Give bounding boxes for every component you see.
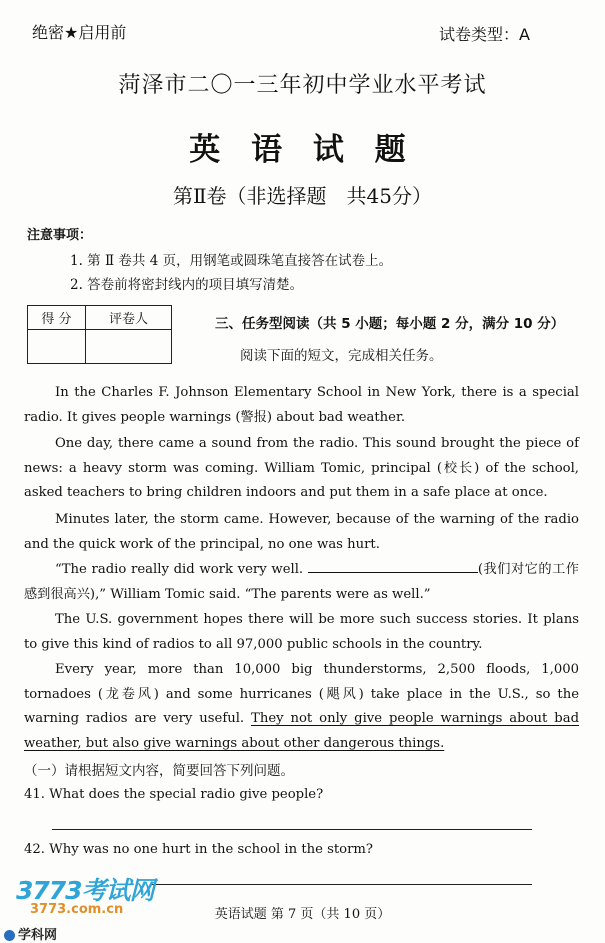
translation-blank[interactable] (308, 559, 478, 573)
confidential-label: 绝密★启用前 (32, 23, 127, 42)
passage-paragraph-1: In the Charles F. Johnson Elementary School in New York, there is a special radio. It gives people warnings (警报) about bad weather. (24, 385, 579, 425)
section-heading: 三、任务型阅读（共 5 小题；每小题 2 分，满分 10 分） (215, 316, 565, 332)
volume-title: 第Ⅱ卷（非选择题 共45分） (172, 184, 433, 208)
score-header: 得 分 (28, 306, 86, 330)
page-footer: 英语试题 第 7 页（共 10 页） (214, 907, 391, 922)
watermark-partial-logo (4, 924, 57, 943)
underlined-sentence: They not only give people warnings about bad weather, but also give warnings about other dangerous things. (24, 711, 580, 751)
watermark-url: 3773.com.cn (30, 902, 124, 917)
passage-paragraph-4 (24, 558, 579, 607)
answer-line-42[interactable] (150, 884, 532, 885)
p4-text-before: “The radio really did work very well. (55, 562, 308, 577)
note-item-2: 2. 答卷前将密封线内的项目填写清楚。 (70, 277, 304, 293)
exam-title: 菏泽市二〇一三年初中学业水平考试 (118, 73, 487, 98)
note-item-1: 1. 第 Ⅱ 卷共 4 页，用钢笔或圆珠笔直接答在试卷上。 (70, 253, 393, 269)
grader-cell[interactable] (86, 330, 172, 364)
score-cell[interactable] (28, 330, 86, 364)
score-table (27, 305, 172, 364)
watermark-partial-text: 学科网 (18, 928, 58, 943)
p4-text-after: (我们对它的工作感到很高兴),” William Tomic said. “The parents were as well.” (24, 562, 579, 602)
subject-title: 英 语 试 题 (189, 132, 416, 168)
task-instruction: （一）请根据短文内容，简要回答下列问题。 (24, 763, 294, 779)
section-instruction: 阅读下面的短文，完成相关任务。 (240, 348, 443, 364)
paper-type-label: 试卷类型：A (439, 25, 530, 44)
watermark-logo: 3773考试网 (16, 876, 154, 905)
p6-text: Every year, more than 10,000 big thunderstorms, 2,500 floods, 1,000 tornadoes (龙卷风) and some hurricanes (飓风) take place in the U.S., so the warning radios are very useful. (24, 662, 579, 726)
notes-heading: 注意事项： (27, 228, 93, 243)
grader-header: 评卷人 (86, 306, 172, 330)
passage-paragraph-2: One day, there came a sound from the radio. This sound brought the piece of news: a heavy storm was coming. William Tomic, principal (校长) of the school, asked teachers to bring children indoors and put them in a safe place at once. (24, 436, 579, 500)
passage-paragraph-3: Minutes later, the storm came. However, because of the warning of the radio and the quick work of the principal, no one was hurt. (24, 512, 579, 552)
question-41: 41. What does the special radio give people? (24, 787, 324, 802)
passage-paragraph-6 (24, 658, 579, 756)
passage-paragraph-5: The U.S. government hopes there will be more such success stories. It plans to give this kind of radios to all 97,000 public schools in the country. (24, 612, 579, 652)
answer-line-41[interactable] (52, 829, 532, 830)
question-42: 42. Why was no one hurt in the school in the storm? (24, 842, 374, 857)
